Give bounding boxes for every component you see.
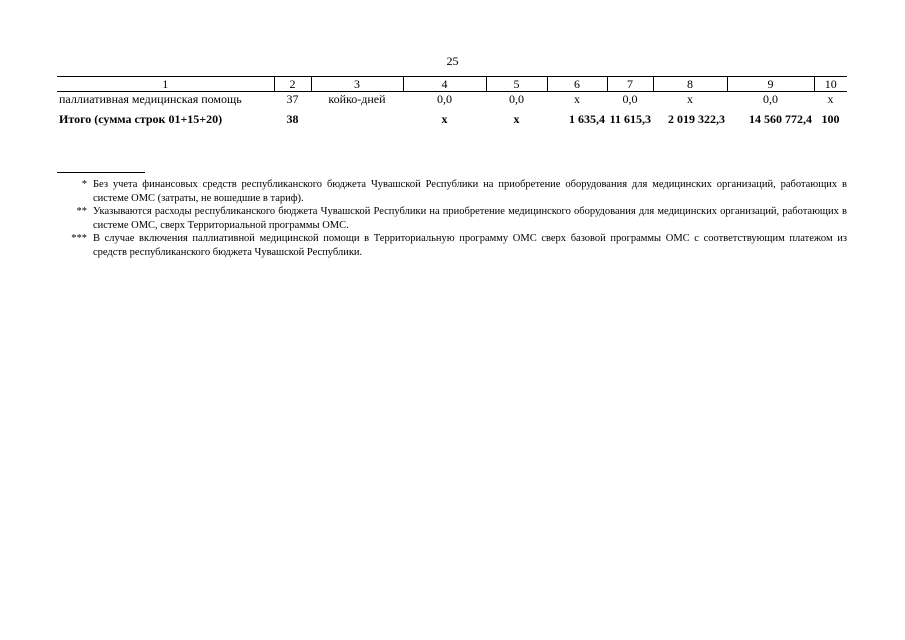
total-code: 38 (286, 112, 299, 126)
row-c9: 0,0 (763, 92, 778, 106)
col-header-7: 7 (607, 77, 653, 92)
footnote-text: Без учета финансовых средств республиканского бюджета Чувашской Республики на приобретение оборудования для медицинских организаций, работающих в системе ОМС (затраты, не вошедшие в тариф). (93, 179, 847, 204)
col-header-8: 8 (653, 77, 727, 92)
total-row (57, 106, 847, 126)
row-c5: 0,0 (509, 92, 524, 106)
row-c10: х (827, 92, 834, 106)
total-label: Итого (сумма строк 01+15+20) (59, 112, 223, 126)
data-table (57, 76, 847, 126)
footnote-2 (57, 205, 847, 232)
header-row (57, 77, 847, 92)
col-header-5: 5 (486, 77, 547, 92)
total-c6: 1 635,4 (569, 112, 605, 126)
row-code: 37 (286, 92, 299, 106)
row-c6: х (574, 92, 580, 106)
footnote-3 (57, 232, 847, 259)
col-header-1: 1 (57, 77, 274, 92)
footnote-mark: *** (71, 233, 87, 244)
table-row (57, 92, 847, 107)
page-number: 25 (446, 54, 459, 68)
col-header-4: 4 (403, 77, 486, 92)
footnotes (57, 178, 847, 259)
row-c8: х (687, 92, 693, 106)
col-header-9: 9 (727, 77, 814, 92)
col-header-2: 2 (274, 77, 311, 92)
footnote-mark: ** (76, 206, 87, 217)
footnote-1 (57, 178, 847, 205)
col-header-6: 6 (547, 77, 607, 92)
footnote-mark: * (81, 179, 87, 190)
total-c8: 2 019 322,3 (668, 112, 725, 126)
footnote-divider (57, 172, 145, 173)
total-unit (311, 106, 403, 126)
total-c5: х (513, 112, 520, 126)
total-c4: х (441, 112, 448, 126)
footnote-text: В случае включения паллиативной медицинской помощи в Территориальную программу ОМС сверх базовой программы ОМС с соответствующим платежом из средств республиканского бюджета Чувашской Республики. (93, 233, 847, 258)
total-c7: 11 615,3 (609, 112, 651, 126)
row-name: паллиативная медицинская помощь (59, 92, 242, 106)
row-unit: койко-дней (328, 92, 386, 106)
col-header-3: 3 (311, 77, 403, 92)
footnote-text: Указываются расходы республиканского бюджета Чувашской Республики на приобретение медицинского оборудования для медицинских организаций, работающих в системе ОМС, сверх Территориальной программы ОМС. (93, 206, 847, 231)
col-header-10: 10 (814, 77, 847, 92)
total-c10: 100 (821, 112, 840, 126)
total-c9: 14 560 772,4 (749, 112, 812, 126)
row-c7: 0,0 (622, 92, 638, 106)
row-c4: 0,0 (437, 92, 452, 106)
